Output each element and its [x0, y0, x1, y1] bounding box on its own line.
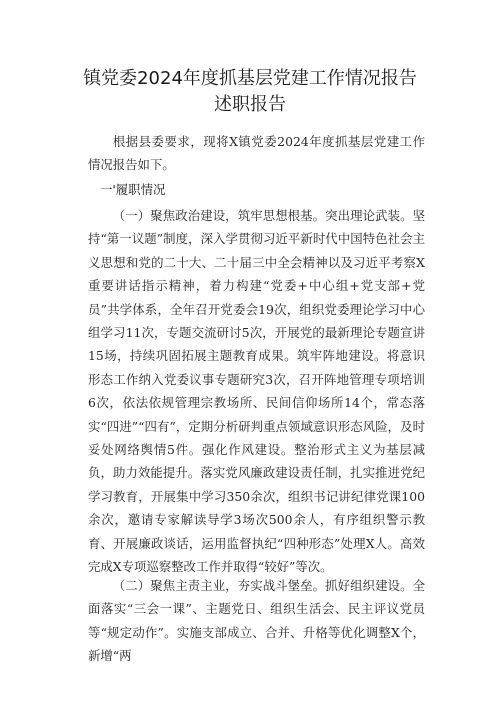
document-subtitle: 述职报告	[214, 94, 286, 115]
section-heading: 一'履职情况	[100, 182, 166, 197]
body-paragraph: （一）聚焦政治建设，筑牢思想根基。突出理论武装。坚持“第一议题”制度，深入学贯彻习近平新时代中国特色社会主义思想和党的二十大、二十届三中全会精神以及习近平考察X重要讲话指示精神，着力构建“党委+中心组+党支部+党员”共学体系，全年召开党委会19次，组织党委理论学习中心组学习11次，专题交流研讨5次，开展党的最新理论专题宣讲15场，持续巩固拓展主题教育成果。筑牢阵地建设。将意识形态工作纳入党委议事专题研究3次，召开阵地管理专项培训6次，依法依规管理宗教场所、民间信仰场所14个，常态落实“四进”“四有”，定期分析研判重点领域意识形态风险，及时妥处网络舆情5件。强化作风建设。整治形式主义为基层减负，助力效能提升。落实党风廉政建设责任制，扎实推进党纪学习教育，开展集中学习350余次，组织书记讲纪律党课100余次，邀请专家解读导学3场次500余人，有序组织警示教育、开展廉政谈话，运用监督执纪“四种形态”处理X人。高效完成X专项巡察整改工作并取得“较好”等次。	[88, 208, 425, 575]
document-title: 镇党委2024年度抓基层党建工作情况报告	[83, 68, 417, 89]
intro-paragraph: 根据县委要求，现将X镇党委2024年度抓基层党建工作情况报告如下。	[88, 134, 425, 173]
body-paragraph: （二）聚焦主责主业，夯实战斗堡垒。抓好组织建设。全面落实“三会一课”、主题党日、组织生活会、民主评议党员等“规定动作”。实施支部成立、合并、升格等优化调整X个，新增“两	[88, 578, 425, 664]
